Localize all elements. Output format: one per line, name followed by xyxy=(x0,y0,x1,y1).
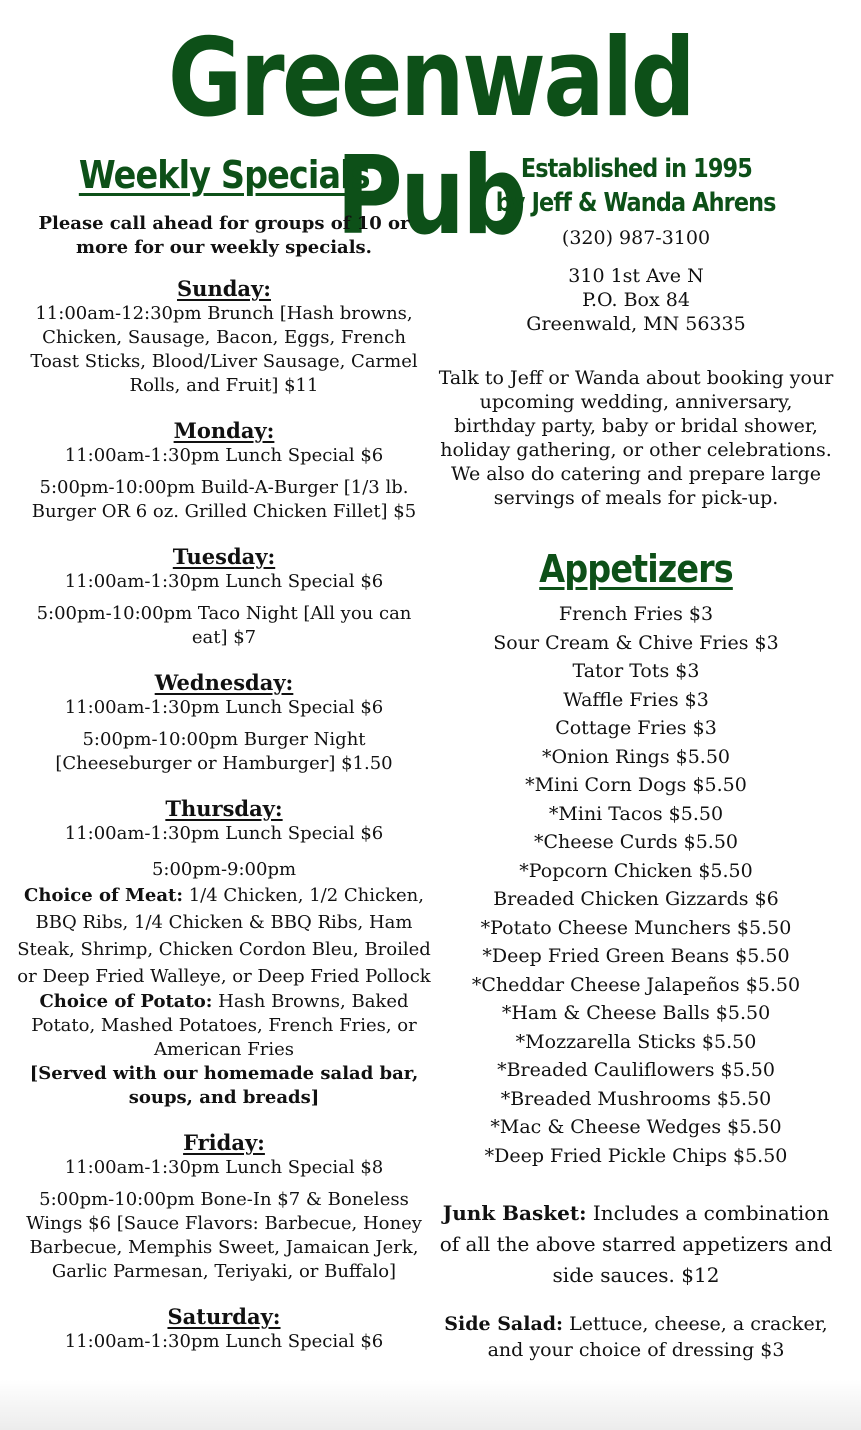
special-item: 11:00am-1:30pm Lunch Special $6 xyxy=(64,697,384,718)
appetizer-item: *Cheddar Cheese Jalapeños $5.50 xyxy=(471,973,801,996)
appetizers-heading: Appetizers xyxy=(539,547,733,591)
info-column xyxy=(436,150,836,1363)
day-tuesday xyxy=(14,544,434,650)
junk-basket xyxy=(436,1198,836,1291)
special-item: 11:00am-1:30pm Lunch Special $6 xyxy=(64,1331,384,1352)
day-wednesday xyxy=(14,670,434,776)
choice-of-meat xyxy=(14,882,434,990)
choice-text: Hash Browns, Baked Potato, Mashed Potatoes, French Fries, or American Fries xyxy=(31,991,417,1060)
special-item: 11:00am-1:30pm Lunch Special $6 xyxy=(64,823,384,844)
special-item: 5:00pm-10:00pm Bone-In $7 & Boneless Wings $6 [Sauce Flavors: Barbecue, Honey Barbecue, Memphis Sweet, Jamaican Jerk, Garlic Parmesan, Teriyaki, or Buffalo] xyxy=(26,1189,422,1282)
appetizer-item: *Breaded Mushrooms $5.50 xyxy=(500,1087,772,1110)
day-name: Thursday: xyxy=(165,796,283,821)
address xyxy=(436,264,836,336)
day-saturday xyxy=(14,1304,434,1354)
appetizer-item: *Mini Corn Dogs $5.50 xyxy=(525,774,747,796)
established-line: Established in 1995 xyxy=(520,154,752,184)
junk-basket-label: Junk Basket: xyxy=(442,1201,587,1225)
weekly-specials-column xyxy=(14,150,434,1354)
day-thursday xyxy=(14,796,434,1110)
appetizer-item: *Onion Rings $5.50 xyxy=(541,745,731,768)
day-monday xyxy=(14,418,434,524)
group-call-note: Please call ahead for groups of 10 or more for our weekly specials. xyxy=(38,213,410,258)
choice-of-potato xyxy=(14,990,434,1062)
choice-text: 1/4 Chicken, 1/2 Chicken, BBQ Ribs, 1/4 Chicken & BBQ Ribs, Ham Steak, Shrimp, Chicken Cordon Bleu, Broiled or Deep Fried Walleye, or Deep Fried Pollock xyxy=(17,885,431,987)
special-item: 5:00pm-9:00pm xyxy=(151,859,297,880)
day-name: Monday: xyxy=(173,418,275,443)
appetizer-item: Breaded Chicken Gizzards $6 xyxy=(493,888,779,910)
appetizer-list xyxy=(436,600,836,1170)
appetizer-item: French Fries $3 xyxy=(558,603,714,625)
day-name: Sunday: xyxy=(177,276,271,301)
address-line: 310 1st Ave N xyxy=(568,265,704,287)
appetizer-item: Cottage Fries $3 xyxy=(555,717,717,739)
booking-text: Talk to Jeff or Wanda about booking your upcoming wedding, anniversary, birthday party, baby or bridal shower, holiday gathering, or other celebrations. We also do catering and prepare large servings of meals for pick-up. xyxy=(438,367,834,509)
day-name: Saturday: xyxy=(167,1304,281,1329)
choice-label: Choice of Meat: xyxy=(24,885,183,906)
special-item: 5:00pm-10:00pm Taco Night [All you can eat] $7 xyxy=(36,603,412,648)
appetizer-item: *Deep Fried Green Beans $5.50 xyxy=(482,945,790,967)
appetizer-item: Waffle Fries $3 xyxy=(563,688,709,711)
appetizer-item: *Cheese Curds $5.50 xyxy=(534,831,738,853)
weekly-specials-heading: Weekly Specials xyxy=(78,153,370,197)
appetizer-item: *Mini Tacos $5.50 xyxy=(548,802,724,825)
appetizer-item: *Breaded Cauliflowers $5.50 xyxy=(497,1059,775,1081)
choice-label: Choice of Potato: xyxy=(39,991,213,1012)
bottom-fade xyxy=(0,1380,861,1430)
special-item: 11:00am-12:30pm Brunch [Hash browns, Chicken, Sausage, Bacon, Eggs, French Toast Sticks, Blood/Liver Sausage, Carmel Rolls, and Fruit] $11 xyxy=(30,303,418,396)
appetizer-item: *Mac & Cheese Wedges $5.50 xyxy=(490,1116,782,1138)
special-item: 11:00am-1:30pm Lunch Special $8 xyxy=(64,1157,384,1178)
owners-line: by Jeff & Wanda Ahrens xyxy=(496,188,776,218)
side-salad-text: Lettuce, cheese, a cracker, and your choice of dressing $3 xyxy=(487,1313,828,1361)
phone-number: (320) 987-3100 xyxy=(561,227,711,249)
appetizer-item: Tator Tots $3 xyxy=(572,660,700,682)
junk-basket-text: Includes a combination of all the above starred appetizers and side sauces. $12 xyxy=(439,1201,833,1287)
page-title: Greenwald Pub xyxy=(167,16,694,259)
appetizer-item: *Deep Fried Pickle Chips $5.50 xyxy=(484,1144,788,1167)
special-item: 5:00pm-10:00pm Burger Night [Cheeseburger or Hamburger] $1.50 xyxy=(55,729,393,774)
served-with-note: [Served with our homemade salad bar, soups, and breads] xyxy=(29,1063,419,1108)
day-friday xyxy=(14,1130,434,1284)
appetizer-item: *Ham & Cheese Balls $5.50 xyxy=(501,1002,771,1024)
address-line: Greenwald, MN 56335 xyxy=(526,313,746,335)
appetizer-item: *Popcorn Chicken $5.50 xyxy=(519,859,753,882)
appetizer-item: Sour Cream & Chive Fries $3 xyxy=(493,631,779,654)
appetizer-item: *Potato Cheese Munchers $5.50 xyxy=(480,916,792,939)
side-salad-label: Side Salad: xyxy=(444,1313,564,1335)
appetizer-item: *Mozzarella Sticks $5.50 xyxy=(515,1030,757,1053)
special-item: 11:00am-1:30pm Lunch Special $6 xyxy=(64,571,384,592)
address-line: P.O. Box 84 xyxy=(582,289,690,311)
day-name: Wednesday: xyxy=(154,670,294,695)
special-item: 11:00am-1:30pm Lunch Special $6 xyxy=(64,445,384,466)
day-name: Friday: xyxy=(183,1130,265,1155)
day-sunday xyxy=(14,276,434,398)
special-item: 5:00pm-10:00pm Build-A-Burger [1/3 lb. Burger OR 6 oz. Grilled Chicken Fillet] $5 xyxy=(31,477,417,522)
day-name: Tuesday: xyxy=(172,544,276,569)
side-salad xyxy=(436,1311,836,1363)
